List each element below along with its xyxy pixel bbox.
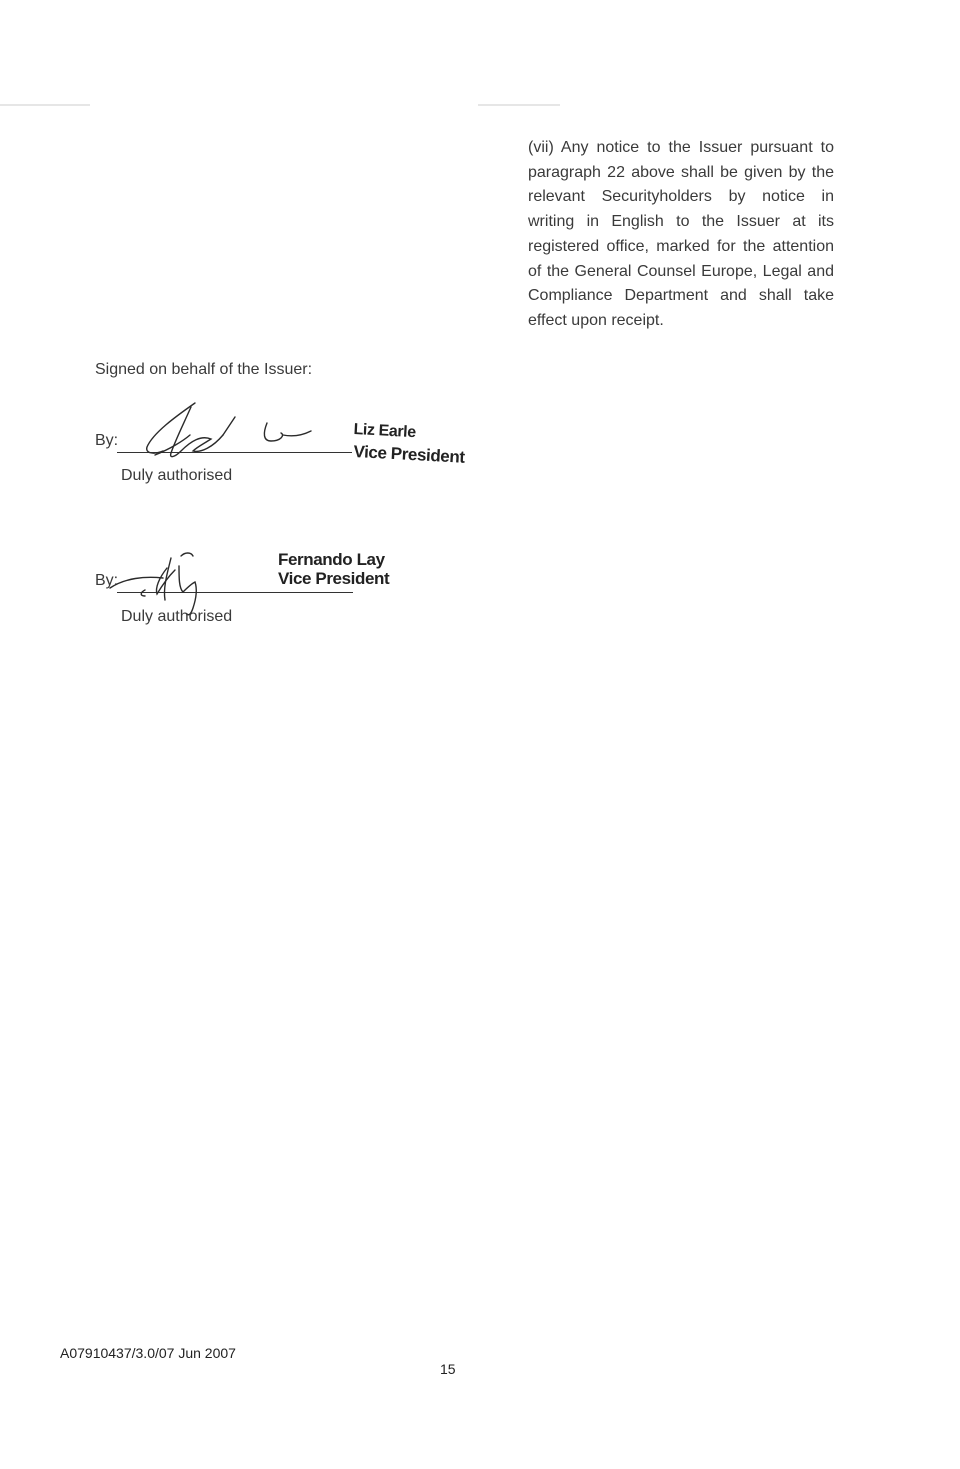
by-label: By: (95, 432, 119, 449)
scan-artifact-right (478, 104, 560, 106)
stamp-title: Vice President (278, 569, 390, 588)
notice-paragraph: (vii) Any notice to the Issuer pursuant to paragraph 22 above shall be given by the relevant Securityholders by notice in writing in English to the Issuer at its registered office, marked for the attention of the General Counsel Europe, Legal and Compliance Department and shall take effect upon receipt. (528, 139, 834, 329)
stamp-name: Liz Earle (353, 421, 417, 442)
duly-authorised-caption: Duly authorised (121, 608, 233, 625)
stamp-title: Vice President (353, 442, 466, 467)
scan-artifact-left (0, 104, 90, 106)
stamp-name: Fernando Lay (278, 550, 385, 569)
handwritten-signature-1 (135, 395, 335, 465)
signature-heading: Signed on behalf of the Issuer: (95, 361, 313, 378)
page-number: 15 (440, 1361, 456, 1377)
document-reference: A07910437/3.0/07 Jun 2007 (60, 1345, 236, 1361)
duly-authorised-caption: Duly authorised (121, 467, 233, 484)
by-label: By: (95, 572, 119, 589)
